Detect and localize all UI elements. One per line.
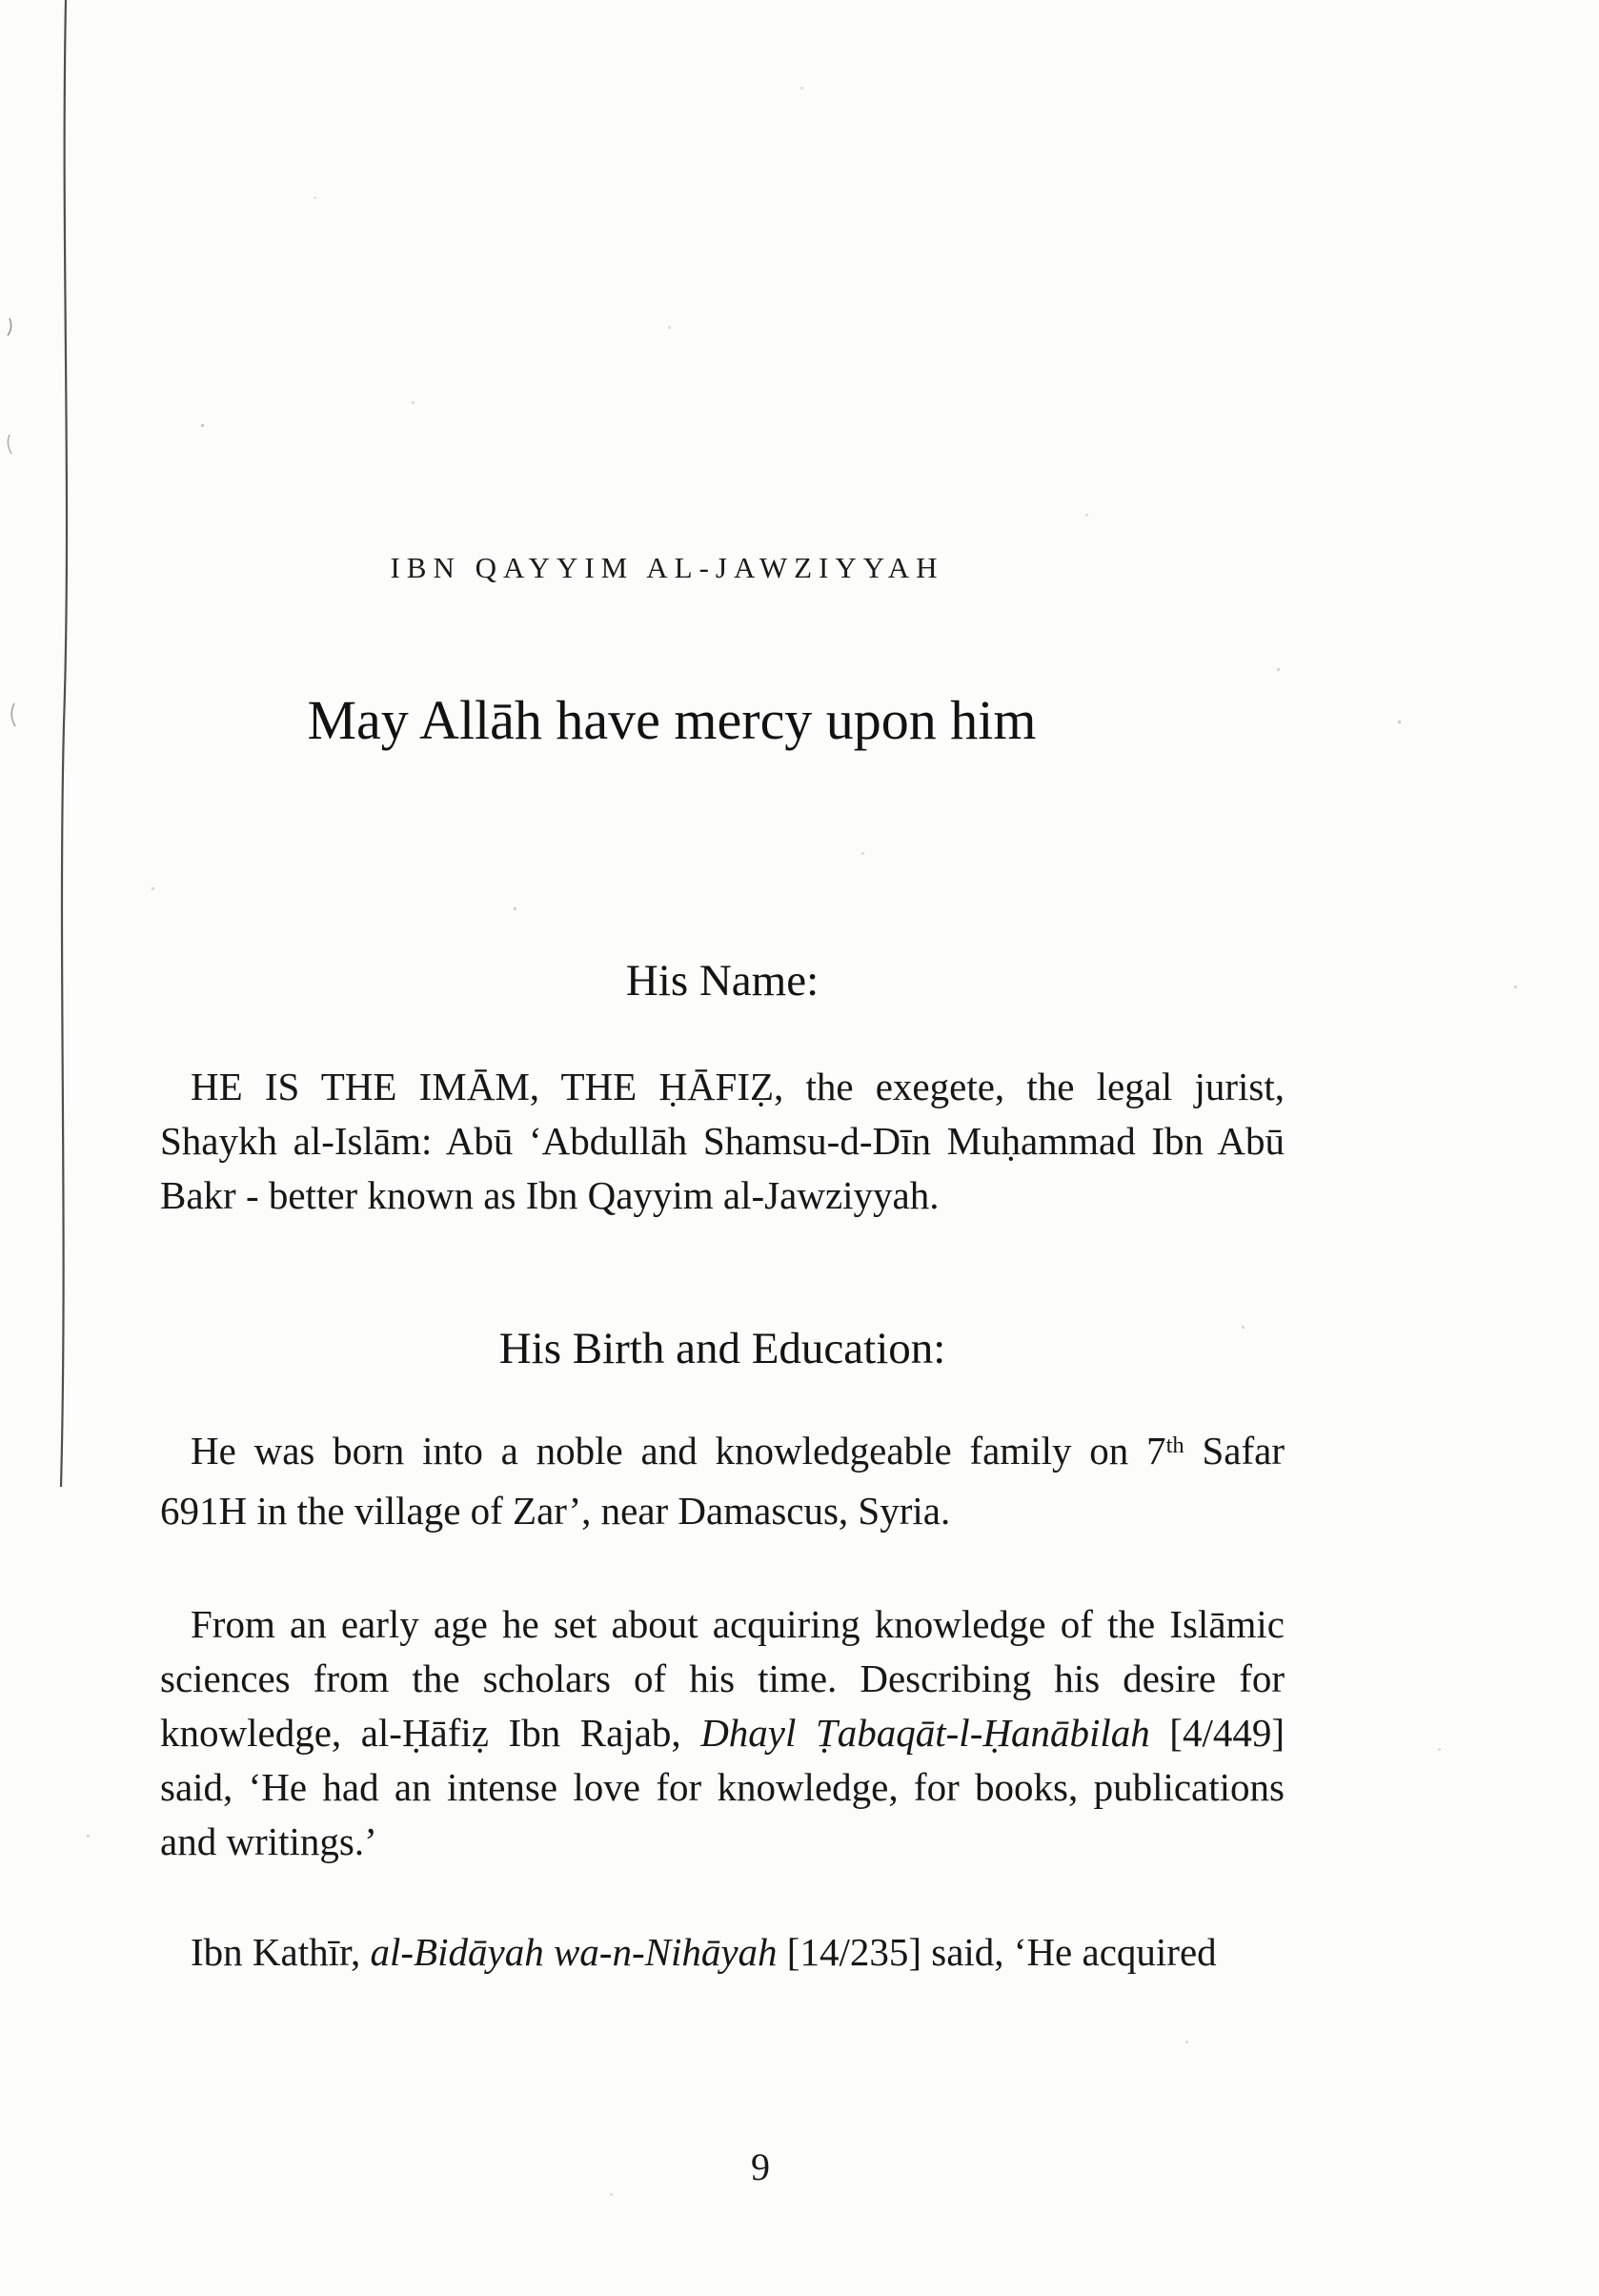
scan-noise-specks (0, 0, 1, 1)
text-run: Dhayl Ṭabaqāt-l-Ḥanābilah (700, 1711, 1150, 1755)
text-run: Safar 691H in the village of Zar’, near Damascus, Syria. (160, 1429, 1285, 1533)
section-heading-his-name: His Name: (625, 956, 820, 1006)
text-run: al-Bidāyah wa-n-Nihāyah (370, 1930, 778, 1974)
text-run: th (1165, 1432, 1184, 1458)
paragraph-birth (160, 1424, 1285, 1538)
gutter-line-artifact (0, 0, 124, 2296)
text-run: [4/449] said, ‘He had an intense love for knowledge, for books, publications and writings.’ (160, 1711, 1285, 1863)
page-title: May Allāh have mercy upon him (307, 689, 1037, 751)
running-header: IBN QAYYIM AL-JAWZIYYAH (390, 551, 944, 584)
text-run: Ibn Kathīr, (191, 1930, 371, 1974)
paragraph-his-name (160, 1060, 1285, 1223)
text-run: He was born into a noble and knowledgeable family on 7 (191, 1429, 1166, 1473)
text-run: HE IS THE IMĀM, THE ḤĀFIẒ, the exegete, the legal jurist, Shaykh al-Islām: Abū ‘Abdullāh Shamsu-d-Dīn Muḥammad Ibn Abū Bakr - better known as Ibn Qayyim al-Jawziyyah. (160, 1065, 1285, 1217)
section-heading-birth-education: His Birth and Education: (498, 1324, 946, 1373)
text-run: From an early age he set about acquiring knowledge of the Islāmic sciences from the scholars of his time. Describing his desire for knowledge, al-Ḥāfiẓ Ibn Rajab, (160, 1602, 1285, 1755)
page-number: 9 (751, 2145, 770, 2188)
paragraph-early-age (160, 1597, 1285, 1869)
paragraph-ibn-kathir (160, 1925, 1285, 1980)
text-run: [14/235] said, ‘He acquired (777, 1930, 1217, 1974)
